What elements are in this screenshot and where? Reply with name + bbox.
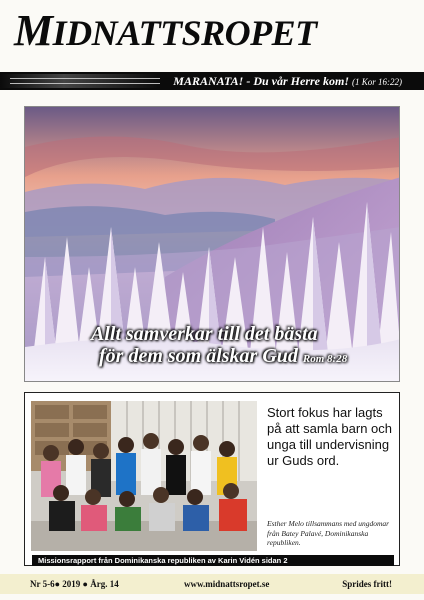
group-photo-image <box>31 401 257 551</box>
feature-text: Stort fokus har lagts på att samla barn och unga till undervisning ur Guds ord. <box>267 405 393 468</box>
title-rest: IDNATTSROPET <box>52 13 317 53</box>
banner-decoration <box>0 74 160 88</box>
issue-number: Nr 5-6● 2019 ● Årg. 14 <box>30 579 119 589</box>
mission-report-strip: Missionsrapport från Dominikanska republiken av Karin Vidén sidan 2 <box>32 555 394 566</box>
cover-caption-reference: Rom 8:28 <box>302 353 348 365</box>
group-photo <box>31 401 257 551</box>
title-initial: M <box>14 6 53 55</box>
cover-caption <box>91 323 400 370</box>
photo-caption: Esther Melo tillsammans med ungdomar från Batey Palavé, Dominikanska republiken. <box>267 519 390 547</box>
cover-photo <box>24 106 400 382</box>
tagline <box>173 73 402 90</box>
tagline-reference: (1 Kor 16:22) <box>352 77 402 87</box>
tagline-text: MARANATA! - Du vår Herre kom! <box>173 74 349 88</box>
website-link[interactable]: www.midnattsropet.se <box>184 579 270 589</box>
feature-box <box>24 392 400 566</box>
magazine-title <box>14 6 317 58</box>
tagline-banner <box>0 72 424 90</box>
footer-bar <box>0 574 424 594</box>
cover-caption-line2: för dem som älskar Gud <box>99 345 298 367</box>
cover-caption-line1: Allt samverkar till det bästa <box>91 323 318 345</box>
masthead <box>0 0 424 70</box>
distribution-note: Sprides fritt! <box>342 579 392 589</box>
